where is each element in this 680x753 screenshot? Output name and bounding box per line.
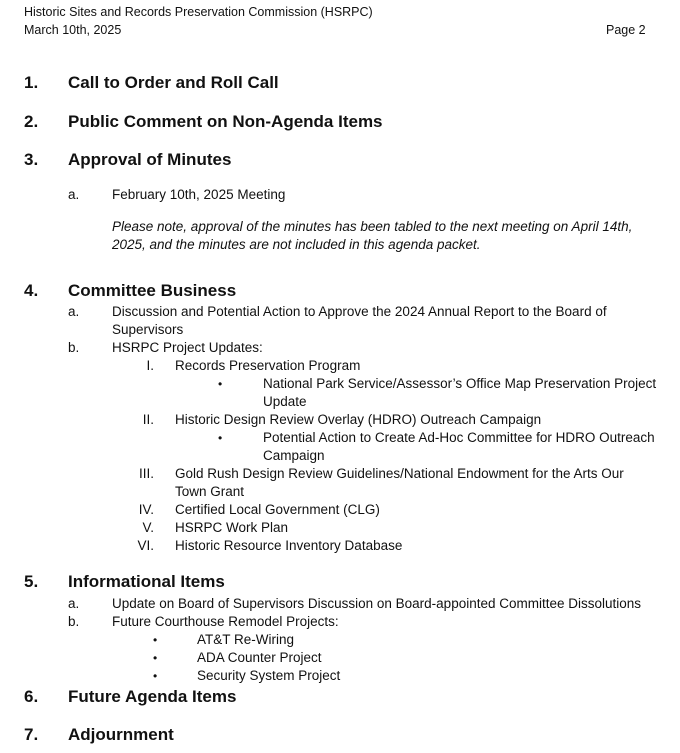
item-title-committee-business: Committee Business: [68, 281, 237, 300]
page-number: Page 2: [606, 23, 646, 37]
remodel-project: Security System Project: [197, 668, 341, 683]
item-number: 5.: [24, 572, 39, 591]
remodel-project: ADA Counter Project: [197, 650, 322, 665]
project-item: Certified Local Government (CLG): [175, 502, 380, 517]
sub-item-label: a.: [68, 304, 80, 319]
roman-numeral: V.: [142, 520, 154, 535]
project-item: Records Preservation Program: [175, 358, 361, 373]
roman-numeral: I.: [146, 358, 154, 373]
courthouse-remodel-heading: Future Courthouse Remodel Projects:: [112, 614, 339, 629]
roman-numeral: VI.: [137, 538, 154, 553]
item-number: 7.: [24, 725, 39, 744]
roman-numeral: III.: [138, 466, 154, 481]
remodel-project: AT&T Re-Wiring: [197, 632, 295, 647]
item-number: 6.: [24, 687, 39, 706]
bullet-icon: •: [153, 633, 158, 647]
item-title-call-to-order: Call to Order and Roll Call: [68, 73, 279, 92]
item-title-approval-of-minutes: Approval of Minutes: [68, 150, 232, 169]
item-title-future-agenda: Future Agenda Items: [68, 687, 237, 706]
item-title-public-comment: Public Comment on Non-Agenda Items: [68, 112, 383, 131]
project-sub-bullet: National Park Service/Assessor’s Office Map Preservation Project Update: [263, 376, 657, 409]
item-number: 3.: [24, 150, 39, 169]
minutes-note: Please note, approval of the minutes has been tabled to the next meeting on April 14th, 2025, and the minutes are not included in this agenda packet.: [112, 219, 633, 252]
bullet-icon: •: [218, 431, 223, 445]
minutes-meeting-date: February 10th, 2025 Meeting: [112, 187, 286, 202]
roman-numeral: II.: [142, 412, 154, 427]
bos-discussion-item: Update on Board of Supervisors Discussion on Board-appointed Committee Dissolutions: [112, 596, 642, 611]
bullet-icon: •: [153, 651, 158, 665]
item-title-adjournment: Adjournment: [68, 725, 174, 744]
sub-item-label: b.: [68, 614, 80, 629]
item-title-informational-items: Informational Items: [68, 572, 225, 591]
annual-report-item: Discussion and Potential Action to Approve the 2024 Annual Report to the Board of Supervisors: [112, 304, 607, 337]
bullet-icon: •: [153, 669, 158, 683]
project-item: HSRPC Work Plan: [175, 520, 289, 535]
project-item: Gold Rush Design Review Guidelines/National Endowment for the Arts Our Town Grant: [175, 466, 624, 499]
project-sub-bullet: Potential Action to Create Ad-Hoc Committee for HDRO Outreach Campaign: [263, 430, 655, 463]
item-number: 4.: [24, 281, 39, 300]
sub-item-label: a.: [68, 187, 80, 202]
bullet-icon: •: [218, 377, 223, 391]
roman-numeral: IV.: [138, 502, 154, 517]
project-updates-heading: HSRPC Project Updates:: [112, 340, 263, 355]
item-number: 2.: [24, 112, 39, 131]
project-item: Historic Design Review Overlay (HDRO) Outreach Campaign: [175, 412, 542, 427]
project-item: Historic Resource Inventory Database: [175, 538, 403, 553]
commission-name: Historic Sites and Records Preservation Commission (HSRPC): [24, 5, 373, 19]
sub-item-label: b.: [68, 340, 80, 355]
sub-item-label: a.: [68, 596, 80, 611]
meeting-date: March 10th, 2025: [24, 23, 122, 37]
item-number: 1.: [24, 73, 39, 92]
